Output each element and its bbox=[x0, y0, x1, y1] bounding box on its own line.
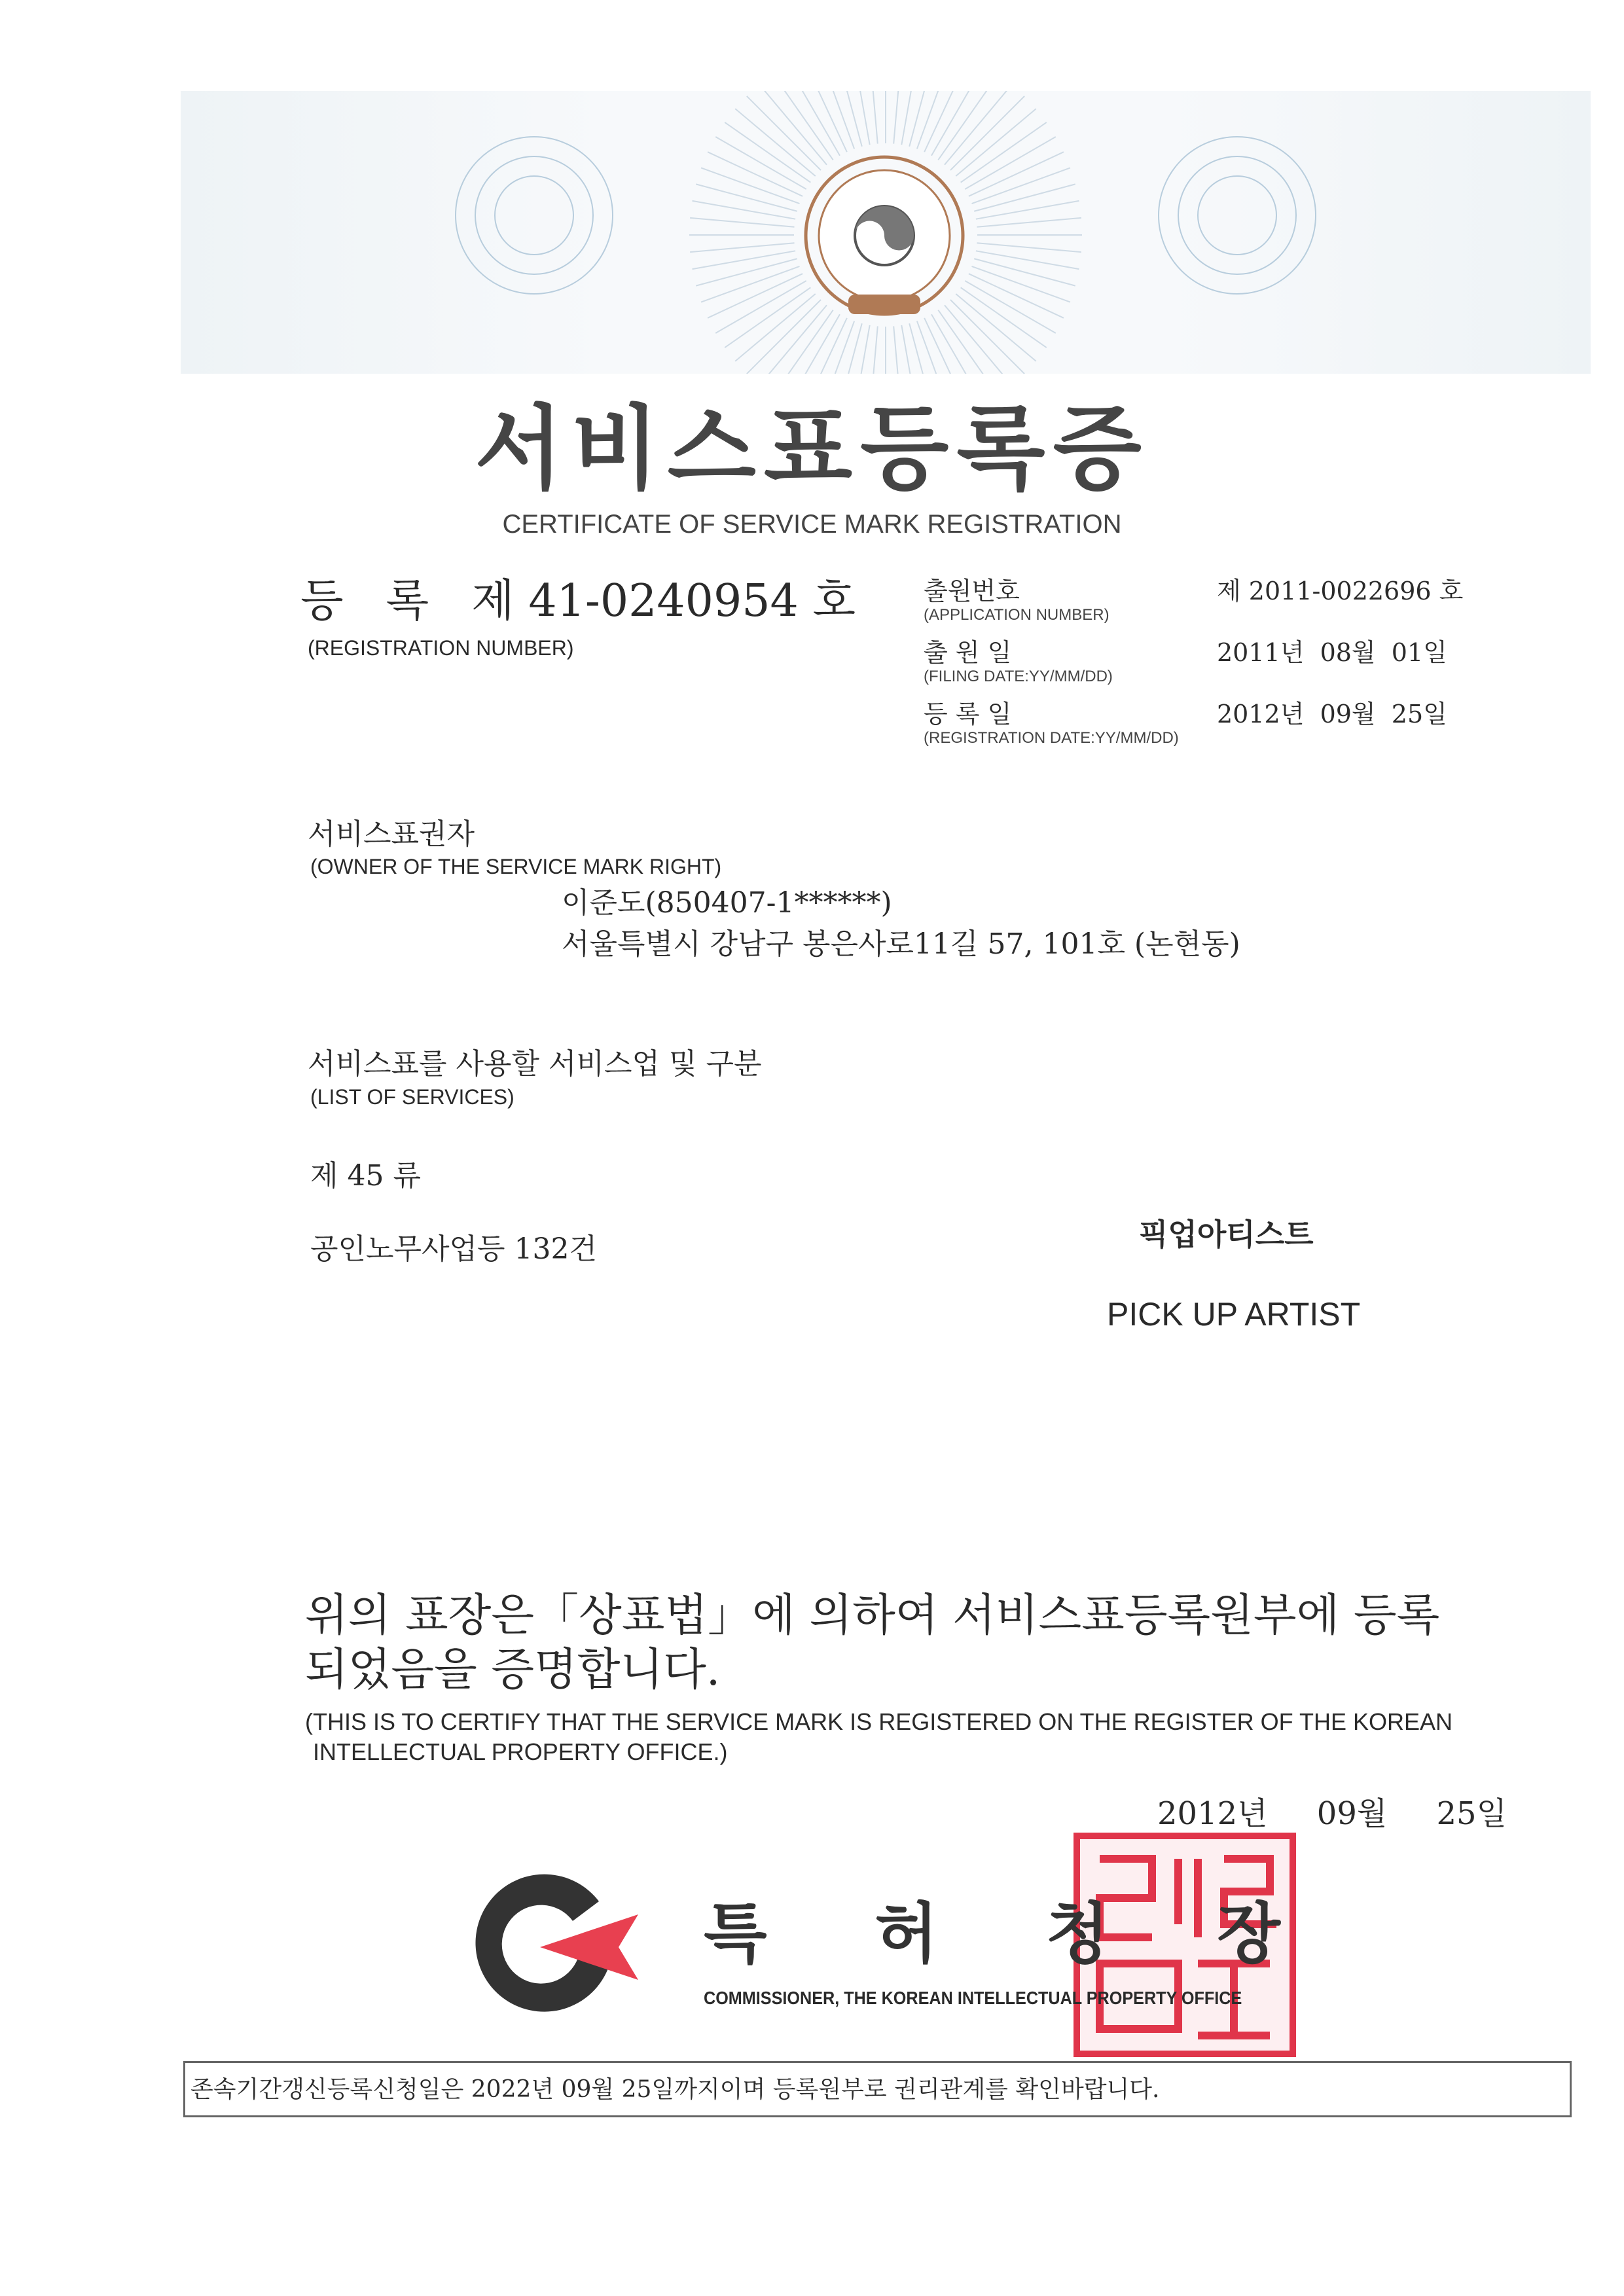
national-emblem bbox=[803, 154, 966, 317]
issuer-char: 허 bbox=[875, 1895, 939, 1972]
filing-date: 2011년 08월 01일 bbox=[1217, 638, 1447, 667]
service-class: 제 45 류 bbox=[310, 1159, 421, 1193]
owner-name: 이준도(850407-1******) bbox=[562, 886, 892, 920]
service-items: 공인노무사업등 132건 bbox=[310, 1232, 597, 1266]
guilloche-ray bbox=[835, 91, 861, 147]
guilloche-ray bbox=[893, 326, 903, 374]
footer-notice-box bbox=[183, 2061, 1572, 2117]
guilloche-ray bbox=[690, 218, 794, 227]
guilloche-ray bbox=[965, 137, 1056, 189]
guilloche-ray bbox=[961, 287, 1047, 348]
guilloche-ray bbox=[969, 274, 1064, 318]
owner-address: 서울특별시 강남구 봉은사로11길 57, 101호 (논현동) bbox=[562, 927, 1240, 961]
guilloche-ray bbox=[803, 91, 847, 152]
detail-label-en: (APPLICATION NUMBER) bbox=[924, 605, 1110, 624]
certification-en-line2: INTELLECTUAL PROPERTY OFFICE.) bbox=[313, 1738, 728, 1765]
issue-month: 09월 bbox=[1316, 1795, 1388, 1832]
detail-label: 출원번호 bbox=[924, 577, 1020, 605]
mark-korean: 픽업아티스트 bbox=[1139, 1217, 1314, 1252]
guilloche-ray bbox=[901, 325, 920, 374]
guilloche-ray bbox=[976, 251, 1079, 269]
issue-date bbox=[1157, 1797, 1507, 1831]
mark-english: PICK UP ARTIST bbox=[1107, 1296, 1361, 1333]
guilloche-ray bbox=[909, 91, 936, 147]
guilloche-ray bbox=[909, 323, 936, 374]
application-number: 제 2011-0022696 호 bbox=[1217, 577, 1464, 605]
guilloche-ray bbox=[924, 91, 969, 152]
owner-label: 서비스표권자 bbox=[308, 817, 475, 851]
guilloche-ray bbox=[725, 122, 810, 183]
services-label-en: (LIST OF SERVICES) bbox=[310, 1085, 514, 1109]
guilloche-ray bbox=[956, 294, 1036, 361]
issue-day: 25일 bbox=[1436, 1795, 1507, 1832]
registration-value: 41-0240954 bbox=[528, 575, 799, 627]
issuer-char: 청 bbox=[1045, 1895, 1110, 1972]
detail-label-en: (FILING DATE:YY/MM/DD) bbox=[924, 667, 1113, 685]
detail-label-en: (REGISTRATION DATE:YY/MM/DD) bbox=[924, 728, 1179, 747]
issuer-char: 장 bbox=[1217, 1895, 1280, 1972]
guilloche-ray bbox=[869, 326, 878, 374]
certification-line1: 위의 표장은「상표법」에 의하여 서비스표등록원부에 등록 bbox=[305, 1590, 1440, 1641]
detail-label: 출 원 일 bbox=[924, 638, 1012, 667]
registration-label: 등 록 제 bbox=[300, 575, 514, 627]
guilloche-ray bbox=[977, 243, 1081, 252]
guilloche-ray bbox=[835, 323, 861, 374]
guilloche-ray bbox=[715, 281, 806, 333]
guilloche-ray bbox=[961, 122, 1047, 183]
certificate-title: 서비스표등록증 bbox=[475, 396, 1149, 503]
guilloche-ray bbox=[893, 91, 903, 144]
guilloche-ray bbox=[977, 218, 1081, 227]
guilloche-ray bbox=[693, 201, 796, 219]
registration-date: 2012년 09월 25일 bbox=[1217, 700, 1447, 728]
guilloche-ray bbox=[725, 287, 810, 348]
guilloche-ray bbox=[787, 91, 840, 156]
detail-row-filing bbox=[924, 639, 1113, 685]
footer-notice: 존속기간갱신등록신청일은 2022년 09월 25일까지이며 등록원부로 권리관계를 확인바랍니다. bbox=[190, 2076, 1160, 2103]
issue-year: 2012년 bbox=[1157, 1795, 1268, 1832]
guilloche-ray bbox=[956, 109, 1036, 176]
guilloche-ray bbox=[965, 281, 1056, 333]
issuer-title-en: COMMISSIONER, THE KOREAN INTELLECTUAL PROPERTY OFFICE bbox=[704, 1988, 1242, 2008]
guilloche-ray bbox=[690, 243, 794, 252]
guilloche-ray bbox=[708, 274, 803, 318]
detail-row-application bbox=[924, 577, 1110, 624]
guilloche-ray bbox=[938, 91, 998, 160]
issuer-title bbox=[704, 1895, 1280, 1972]
guilloche-ray bbox=[715, 137, 806, 189]
registration-label-en: (REGISTRATION NUMBER) bbox=[308, 636, 574, 660]
kipo-logo-icon bbox=[468, 1869, 638, 2016]
guilloche-ray bbox=[917, 321, 953, 374]
certification-en-line1: (THIS IS TO CERTIFY THAT THE SERVICE MARK IS REGISTERED ON THE REGISTER OF THE KOREAN bbox=[305, 1708, 1453, 1735]
guilloche-ray bbox=[818, 321, 854, 374]
registration-suffix: 호 bbox=[812, 575, 856, 627]
detail-row-registration bbox=[924, 700, 1179, 747]
guilloche-ray bbox=[708, 152, 803, 196]
issuer-char: 특 bbox=[704, 1895, 767, 1972]
guilloche-ray bbox=[969, 152, 1064, 196]
owner-label-en: (OWNER OF THE SERVICE MARK RIGHT) bbox=[310, 855, 722, 878]
guilloche-ray bbox=[693, 251, 796, 269]
certificate-subtitle: CERTIFICATE OF SERVICE MARK REGISTRATION bbox=[502, 510, 1122, 539]
registration-number bbox=[300, 576, 856, 627]
services-label: 서비스표를 사용할 서비스업 및 구분 bbox=[308, 1047, 762, 1081]
guilloche-ray bbox=[976, 201, 1079, 219]
detail-label: 등 록 일 bbox=[924, 700, 1012, 728]
certification-line2: 되었음을 증명합니다. bbox=[305, 1644, 721, 1696]
guilloche-ray bbox=[931, 91, 984, 156]
guilloche-ray bbox=[869, 91, 878, 144]
guilloche-ray bbox=[773, 91, 833, 160]
guilloche-ray bbox=[852, 325, 870, 374]
